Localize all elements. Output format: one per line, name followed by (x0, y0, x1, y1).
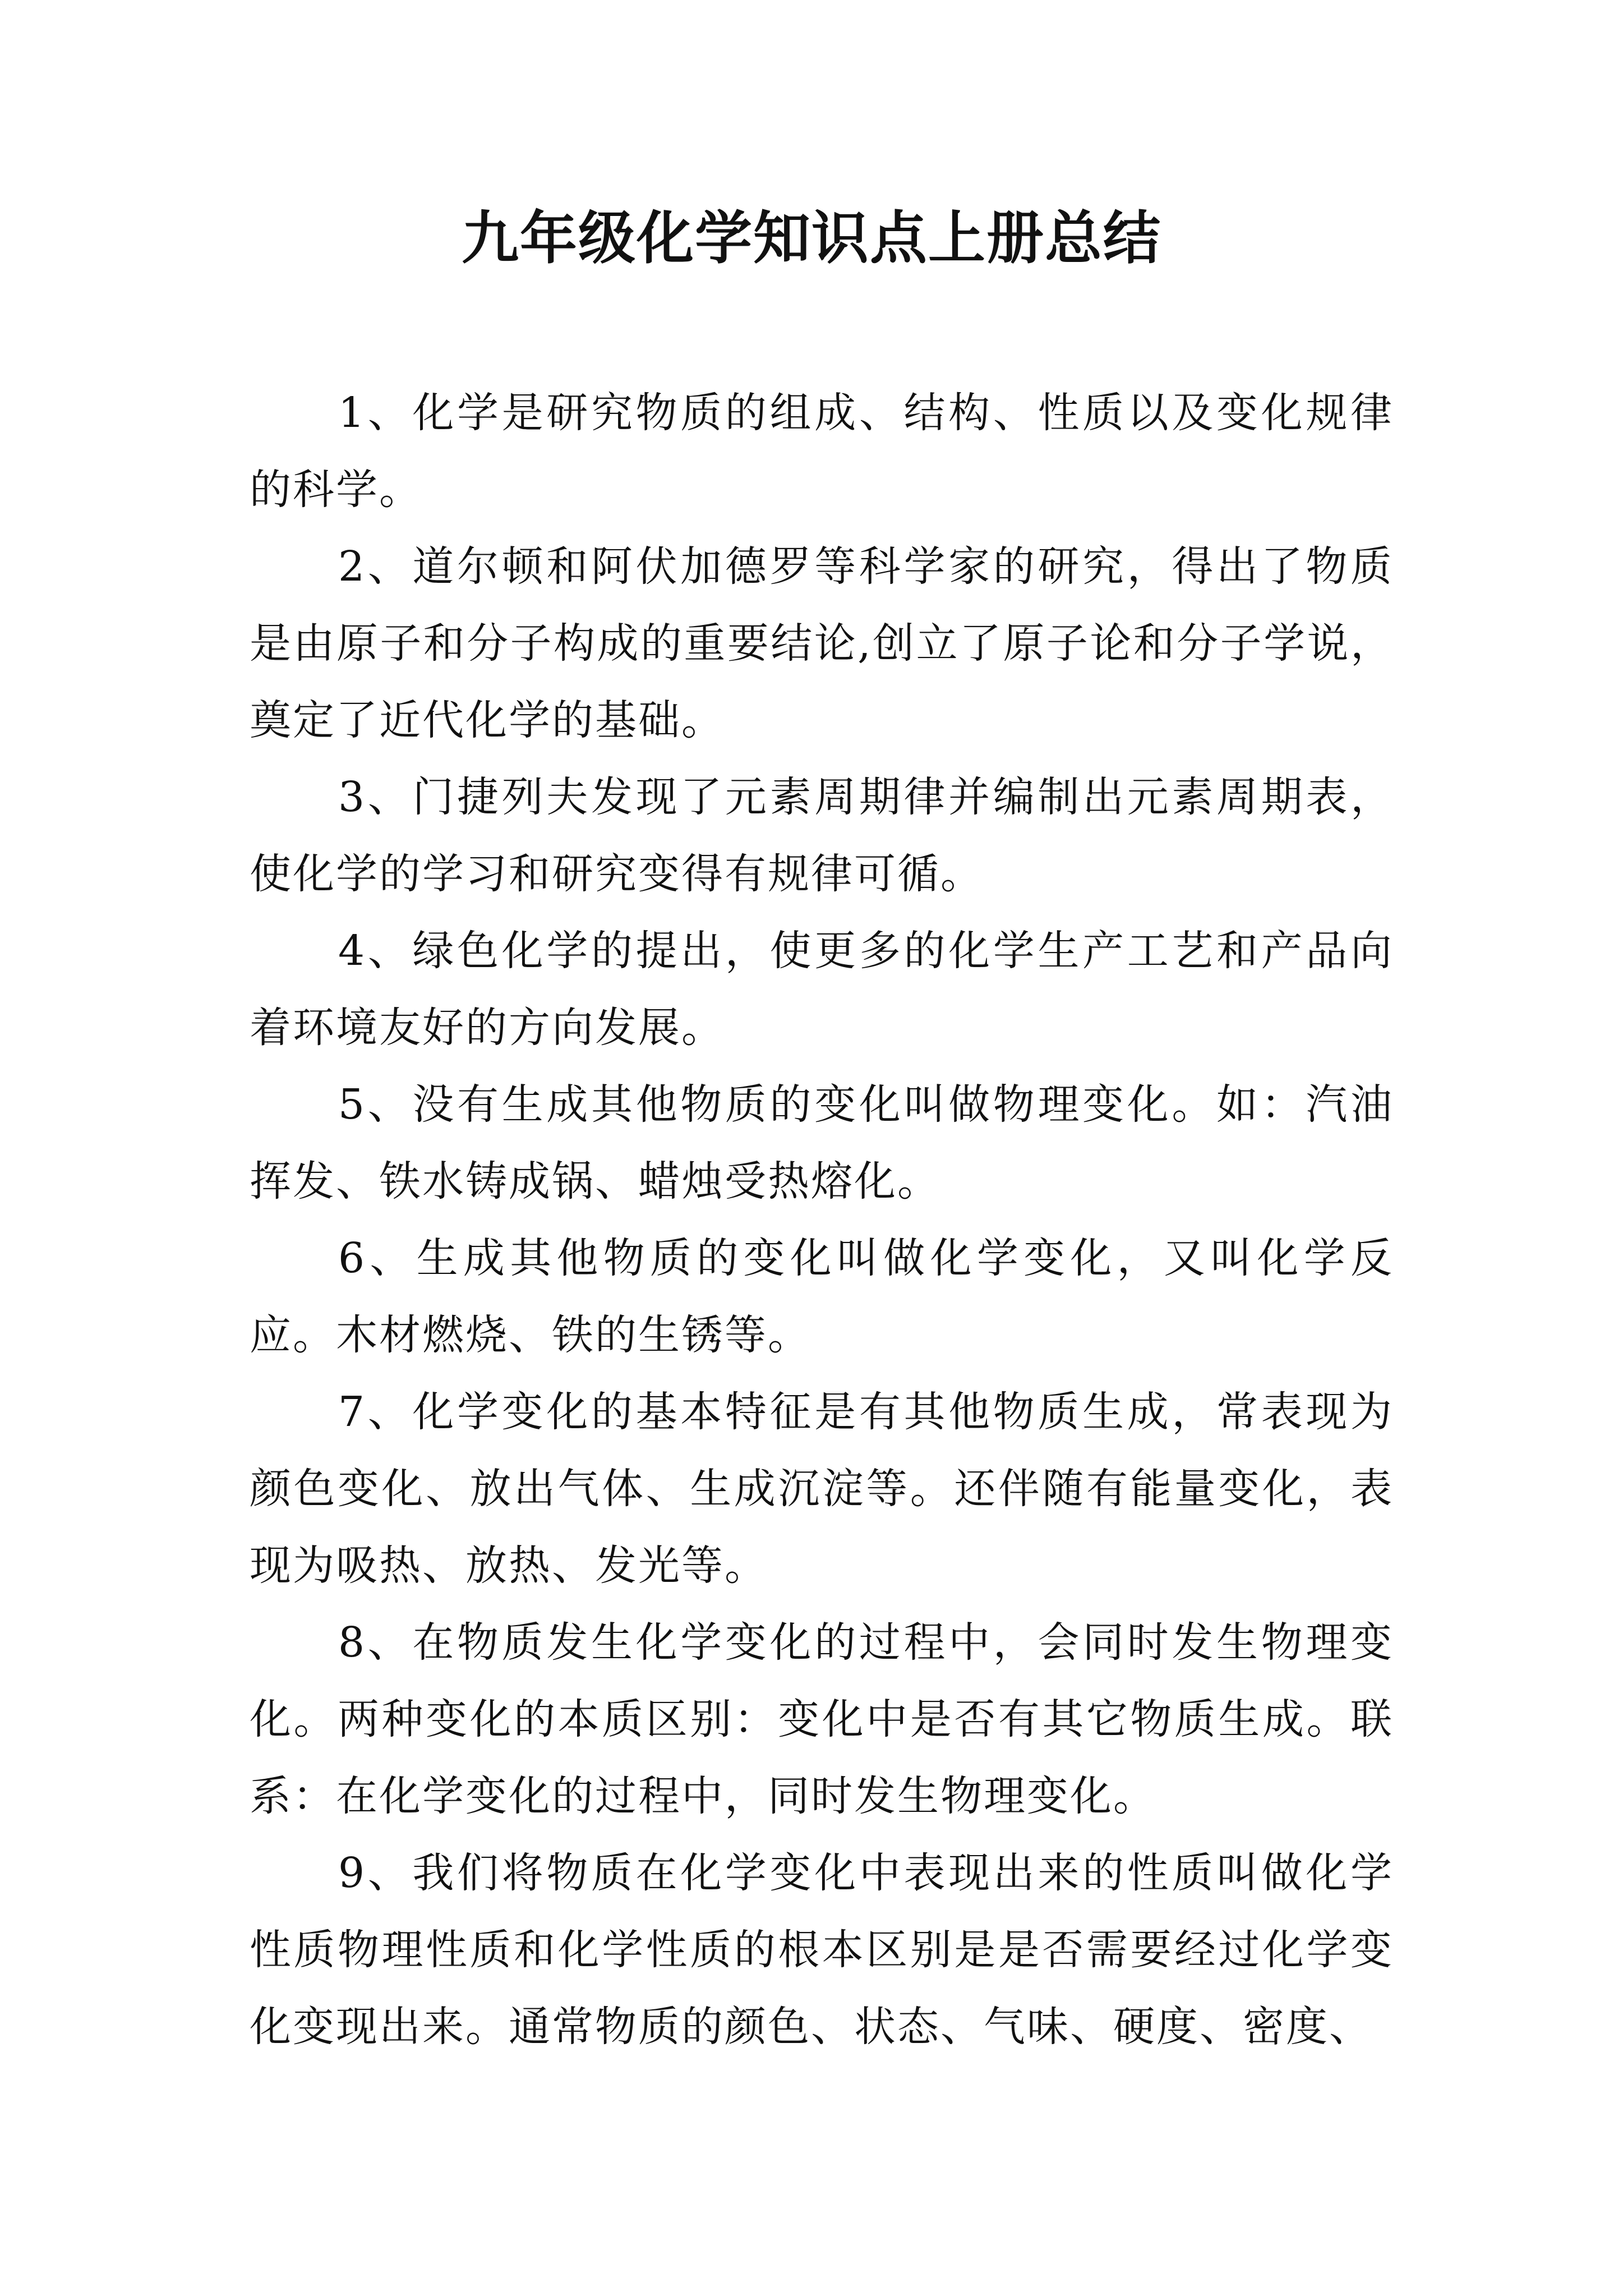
paragraph-1: 1、化学是研究物质的组成、结构、性质以及变化规律的科学。 (250, 389, 1394, 514)
paragraph-3: 3、门捷列夫发现了元素周期律并编制出元素周期表，使化学的学习和研究变得有规律可循。 (250, 773, 1394, 898)
paragraph-9: 9、我们将物质在化学变化中表现出来的性质叫做化学性质物理性质和化学性质的根本区别是是否需要经过化学变化变现出来。通常物质的颜色、状态、气味、硬度、密度、 (250, 1849, 1394, 2051)
paragraph-8: 8、在物质发生化学变化的过程中，会同时发生物理变化。两种变化的本质区别：变化中是否有其它物质生成。联系：在化学变化的过程中，同时发生物理变化。 (250, 1618, 1394, 1820)
document-title: 九年级化学知识点上册总结 (462, 205, 1161, 272)
paragraph-7: 7、化学变化的基本特征是有其他物质生成，常表现为颜色变化、放出气体、生成沉淀等。还伴随有能量变化，表现为吸热、放热、发光等。 (250, 1388, 1394, 1590)
document-body (250, 375, 1394, 2065)
paragraph-2: 2、道尔顿和阿伏加德罗等科学家的研究，得出了物质是由原子和分子构成的重要结论,创立了原子论和分子学说，奠定了近代化学的基础。 (250, 542, 1394, 744)
paragraph-5: 5、没有生成其他物质的变化叫做物理变化。如：汽油挥发、铁水铸成锅、蜡烛受热熔化。 (250, 1080, 1394, 1205)
paragraph-6: 6、生成其他物质的变化叫做化学变化，又叫化学反应。木材燃烧、铁的生锈等。 (250, 1234, 1394, 1359)
paragraph-4: 4、绿色化学的提出，使更多的化学生产工艺和产品向着环境友好的方向发展。 (250, 927, 1394, 1052)
